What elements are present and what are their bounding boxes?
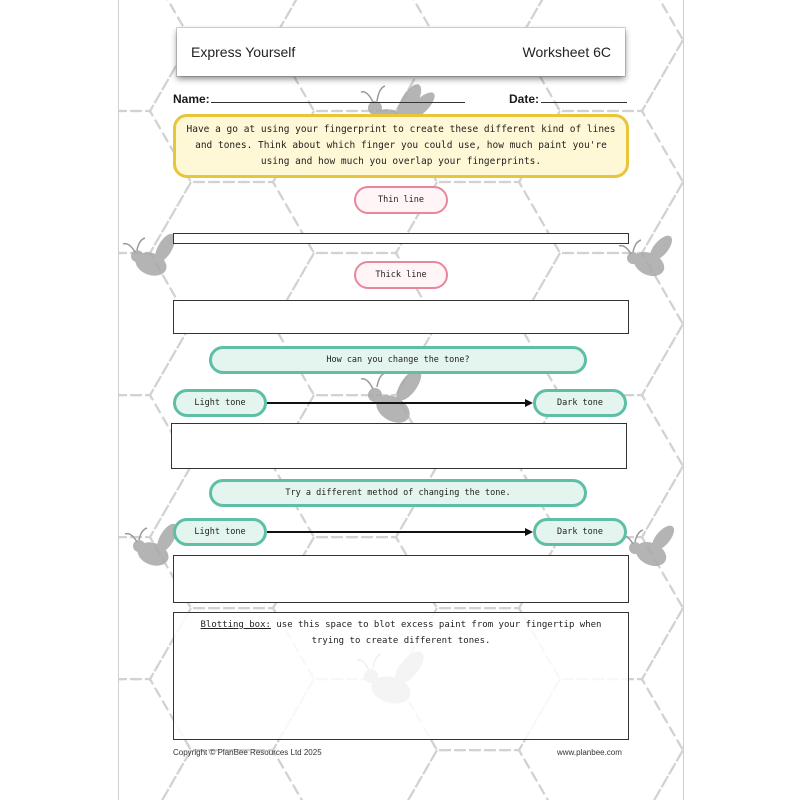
light-tone-label-2 — [173, 518, 267, 546]
thick-line-text: Thick line — [375, 270, 427, 280]
thin-line-label — [354, 186, 448, 214]
thick-line-label — [354, 261, 448, 289]
date-field[interactable] — [541, 91, 627, 103]
hexagon-shape — [396, 750, 560, 800]
light-tone-label — [173, 389, 267, 417]
copyright-text: Copyright © PlanBee Resources Ltd 2025 — [173, 748, 322, 757]
name-field[interactable] — [211, 91, 465, 103]
light-tone-text-2: Light tone — [194, 527, 246, 537]
page-title: Express Yourself — [191, 44, 296, 60]
arrow-right-icon — [525, 399, 533, 407]
tone-arrow-line — [267, 402, 527, 404]
date-label: Date: — [509, 92, 540, 106]
tone-box-1[interactable] — [171, 423, 627, 469]
tone-box-2[interactable] — [173, 555, 629, 603]
thin-line-box[interactable] — [173, 233, 629, 244]
hexagon-shape — [642, 40, 684, 182]
blotting-text: use this space to blot excess paint from your fingertip when trying to create different tones. — [270, 620, 602, 646]
instructions-box — [173, 114, 629, 178]
worksheet-page — [118, 0, 684, 800]
hexagon-shape — [642, 0, 684, 40]
different-method-banner — [209, 479, 587, 507]
blotting-title: Blotting box: — [200, 620, 271, 630]
dark-tone-text: Dark tone — [556, 398, 604, 408]
light-tone-text: Light tone — [194, 398, 246, 408]
dark-tone-label — [533, 389, 627, 417]
hexagon-shape — [150, 750, 314, 800]
hexagon-shape — [642, 750, 684, 800]
worksheet-number: Worksheet 6C — [522, 44, 611, 60]
dark-tone-text-2: Dark tone — [556, 527, 604, 537]
tone-question-banner — [209, 346, 587, 374]
tone-question-text: How can you change the tone? — [326, 355, 470, 365]
thick-line-box[interactable] — [173, 300, 629, 334]
tone-arrow-line-2 — [267, 531, 527, 533]
instructions-text: Have a go at using your fingerprint to create these different kind of lines and tones. Think about which finger you could use, how much paint you're using and how much you overlap your fingerprints. — [186, 124, 616, 167]
different-method-text: Try a different method of changing the tone. — [285, 488, 511, 498]
blotting-instructions — [174, 613, 628, 653]
title-bar — [177, 28, 625, 76]
hexagon-shape — [642, 324, 684, 466]
website-link[interactable]: www.planbee.com — [557, 748, 622, 757]
hexagon-shape — [642, 608, 684, 750]
thin-line-text: Thin line — [377, 195, 425, 205]
dark-tone-label-2 — [533, 518, 627, 546]
blotting-box[interactable] — [173, 612, 629, 740]
arrow-right-icon — [525, 528, 533, 536]
name-label: Name: — [173, 92, 210, 106]
